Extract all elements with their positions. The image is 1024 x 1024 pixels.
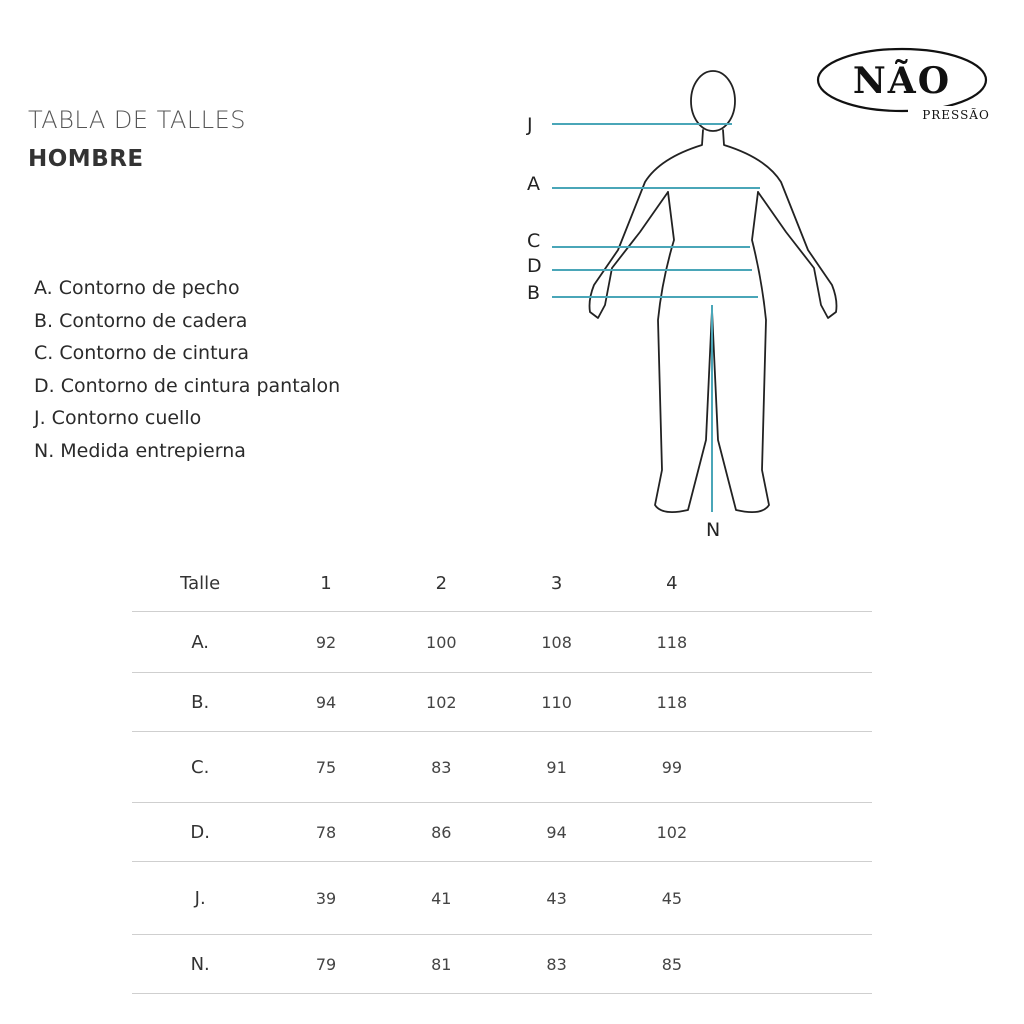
table-row: [132, 673, 872, 732]
cell-value: 102: [614, 803, 729, 862]
cell-value: 83: [499, 935, 614, 994]
cell-value: 39: [268, 862, 383, 935]
header-size: 4: [614, 556, 729, 612]
table-row: [132, 935, 872, 994]
measurement-lines: [552, 124, 760, 512]
body-figure: [520, 60, 850, 550]
cell-value: 45: [614, 862, 729, 935]
cell-value: 118: [614, 673, 729, 732]
page-title: TABLA DE TALLES: [28, 106, 247, 134]
figure-label-c: C: [527, 230, 541, 252]
cell-value: 92: [268, 612, 383, 673]
logo-main-text: NÃO: [852, 60, 952, 102]
cell-value: 108: [499, 612, 614, 673]
page-subtitle: HOMBRE: [28, 146, 144, 172]
row-label: A.: [132, 612, 268, 673]
cell-value: 81: [384, 935, 499, 994]
size-table: [132, 556, 872, 994]
cell-value: 86: [384, 803, 499, 862]
figure-label-b: B: [527, 282, 541, 304]
table-row: [132, 862, 872, 935]
legend-item: D. Contorno de cintura pantalon: [34, 374, 341, 397]
header-size: 1: [268, 556, 383, 612]
cell-value: 100: [384, 612, 499, 673]
legend-item: N. Medida entrepierna: [34, 439, 246, 462]
cell-value: 43: [499, 862, 614, 935]
cell-spacer: [730, 935, 872, 994]
cell-value: 94: [268, 673, 383, 732]
figure-label-j: J: [527, 114, 533, 136]
cell-spacer: [730, 673, 872, 732]
legend-item: B. Contorno de cadera: [34, 309, 248, 332]
figure-label-d: D: [527, 255, 542, 277]
cell-spacer: [730, 732, 872, 803]
cell-value: 110: [499, 673, 614, 732]
logo-sub-text: PRESSÃO: [922, 108, 990, 122]
cell-value: 79: [268, 935, 383, 994]
legend-item: C. Contorno de cintura: [34, 342, 250, 364]
cell-spacer: [730, 612, 872, 673]
measurement-legend: [34, 272, 340, 467]
row-label: C.: [132, 732, 268, 803]
cell-value: 41: [384, 862, 499, 935]
cell-spacer: [730, 862, 872, 935]
cell-value: 102: [384, 673, 499, 732]
figure-label-a: A: [527, 173, 540, 195]
header-talle: Talle: [132, 556, 268, 612]
table-row: [132, 803, 872, 862]
cell-value: 85: [614, 935, 729, 994]
table-row: [132, 612, 872, 673]
cell-value: 99: [614, 732, 729, 803]
legend-item: J. Contorno cuello: [34, 407, 202, 429]
row-label: B.: [132, 673, 268, 732]
cell-value: 91: [499, 732, 614, 803]
table-header-row: [132, 556, 872, 612]
row-label: N.: [132, 935, 268, 994]
header-size: 2: [384, 556, 499, 612]
figure-label-n: N: [706, 519, 721, 541]
cell-value: 83: [384, 732, 499, 803]
row-label: J.: [132, 862, 268, 935]
header-spacer: [730, 556, 872, 612]
cell-value: 75: [268, 732, 383, 803]
table-row: [132, 732, 872, 803]
header-size: 3: [499, 556, 614, 612]
cell-spacer: [730, 803, 872, 862]
legend-item: A. Contorno de pecho: [34, 277, 240, 299]
cell-value: 78: [268, 803, 383, 862]
cell-value: 94: [499, 803, 614, 862]
cell-value: 118: [614, 612, 729, 673]
row-label: D.: [132, 803, 268, 862]
